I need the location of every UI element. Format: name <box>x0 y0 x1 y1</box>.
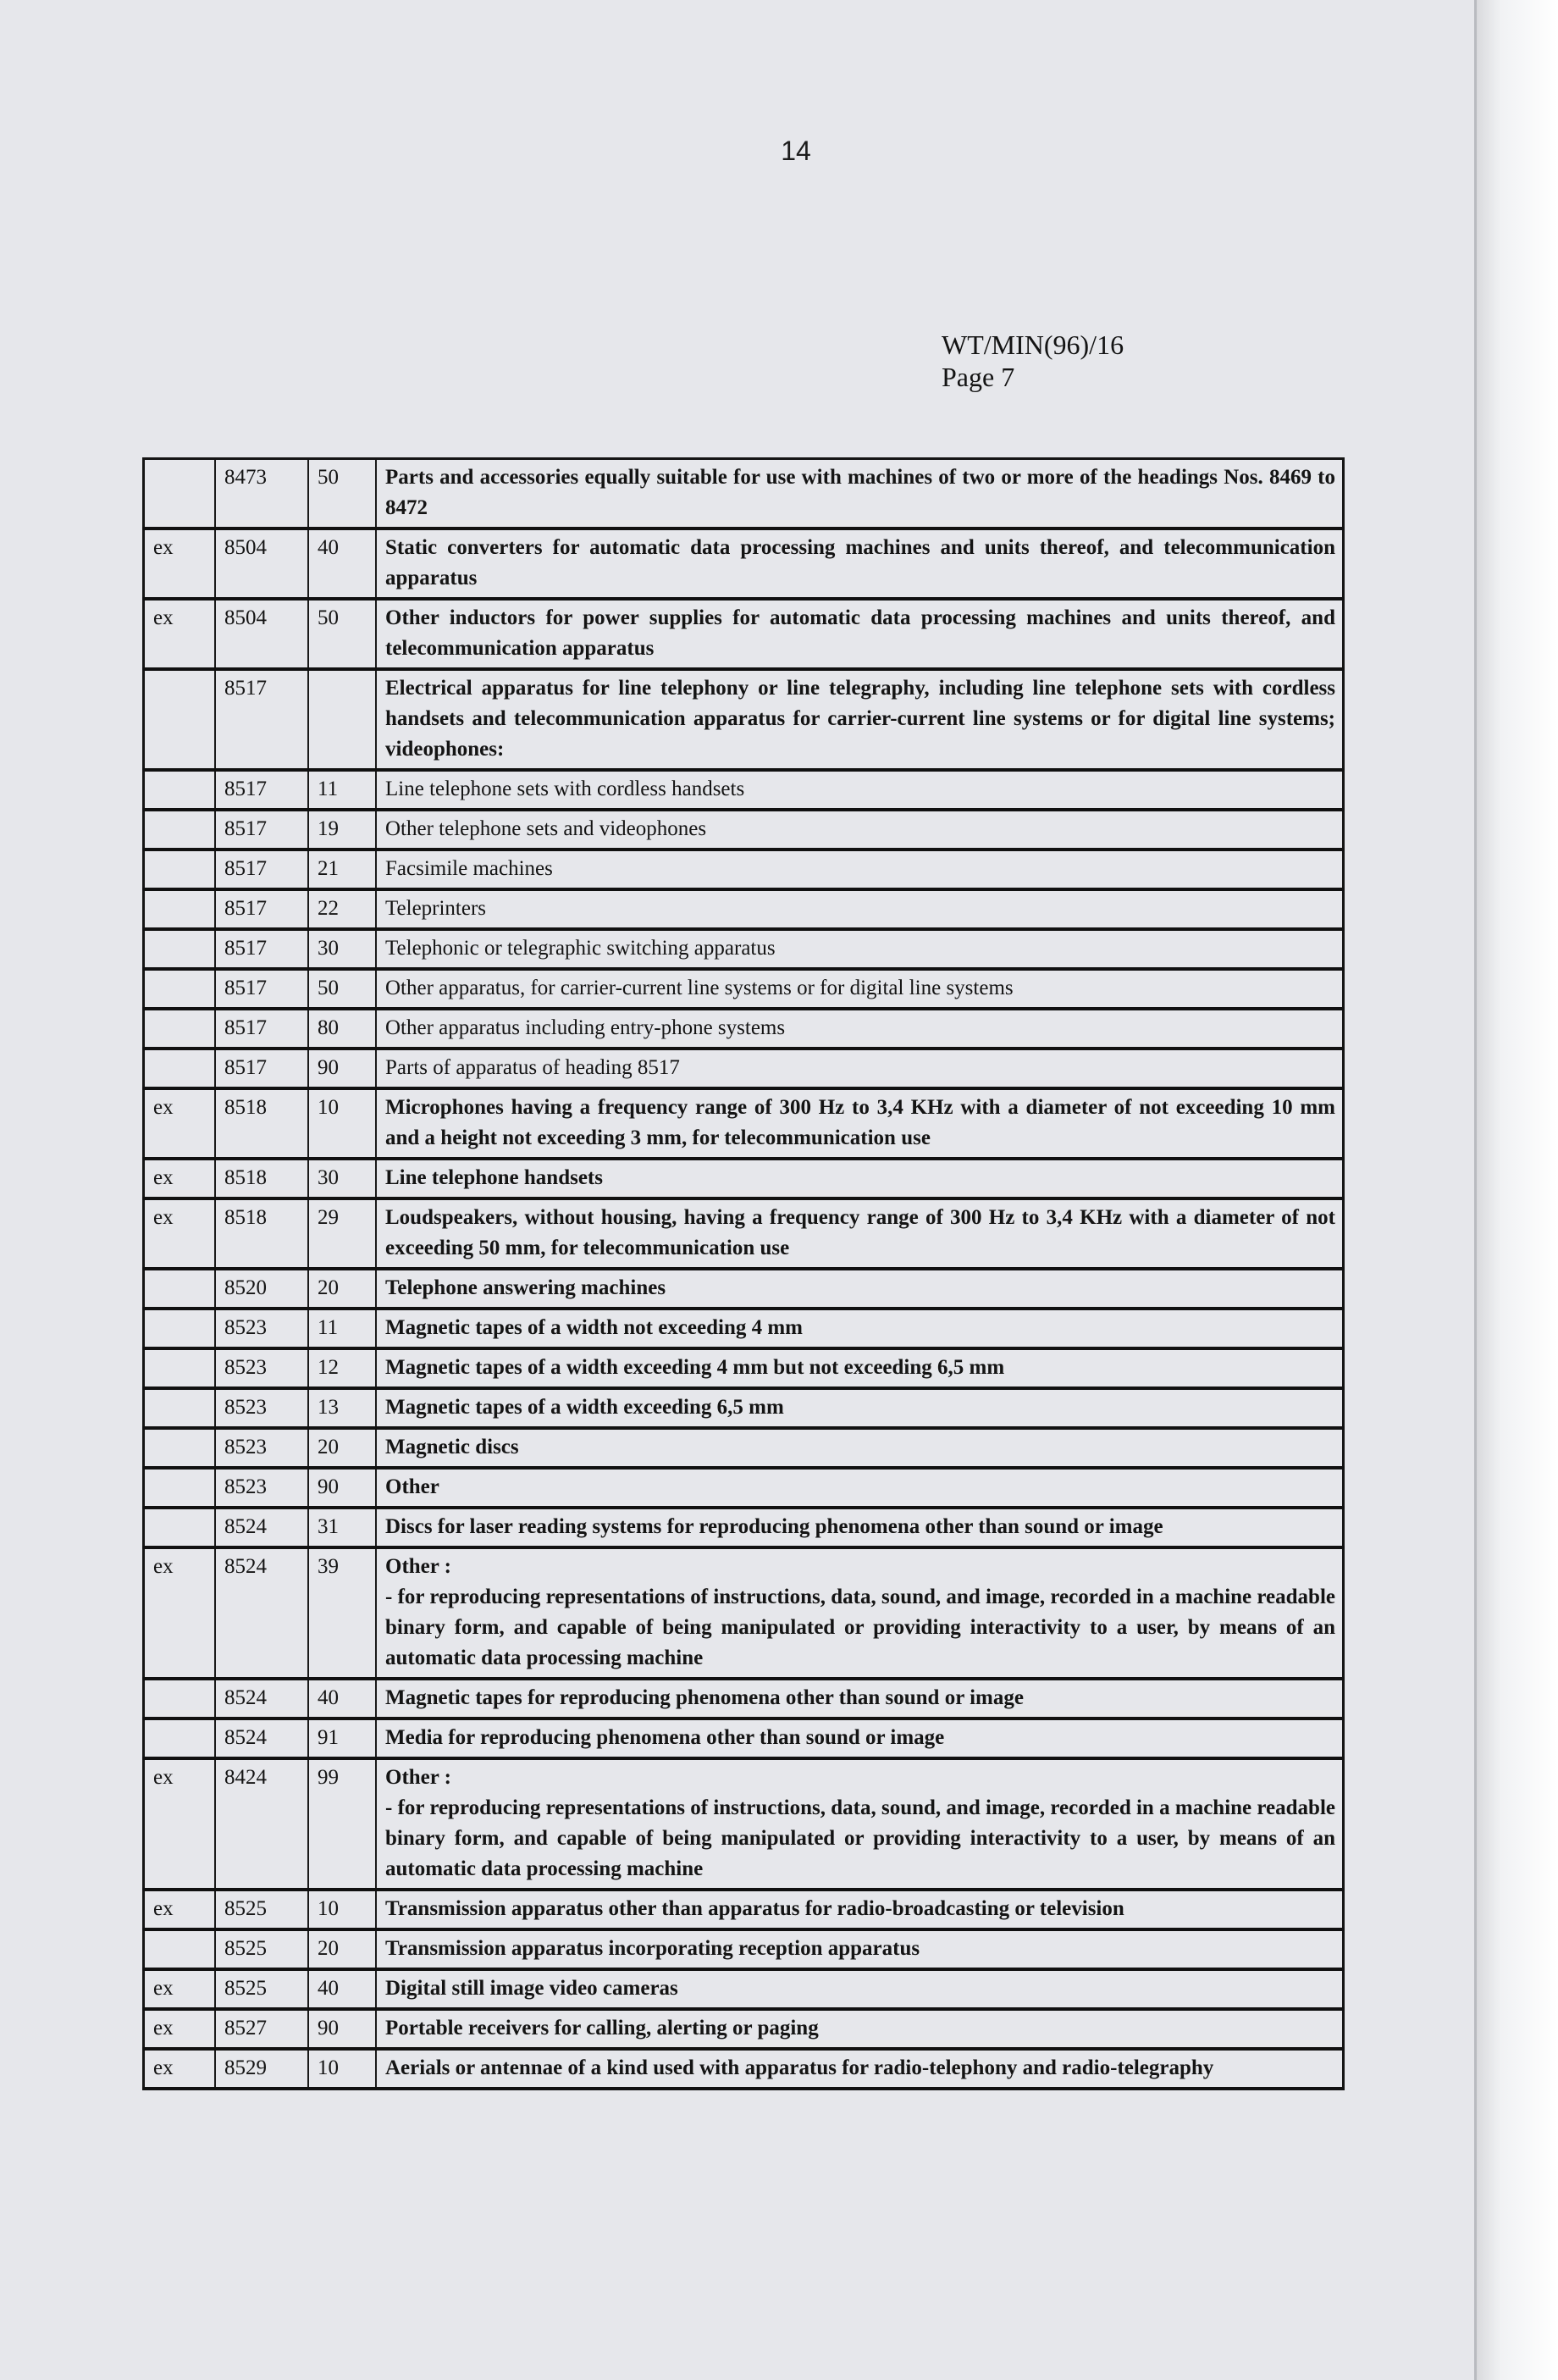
subheading-number-cell: 30 <box>308 1159 376 1198</box>
description-cell <box>376 1348 1344 1388</box>
ex-marker-cell: ex <box>144 1088 216 1159</box>
ex-marker-cell <box>144 889 216 929</box>
heading-number-cell: 8517 <box>215 810 308 850</box>
ex-marker-cell <box>144 1679 216 1719</box>
description-text: Telephonic or telegraphic switching apparatus <box>385 937 776 960</box>
description-text: Microphones having a frequency range of 300 Hz to 3,4 KHz with a diameter of not exceeding 10 mm and a height not exceeding 3 mm, for telecommunication use <box>385 1096 1335 1149</box>
table-row <box>144 1049 1344 1088</box>
subheading-number-cell: 10 <box>308 2049 376 2089</box>
heading-number-cell: 8523 <box>215 1309 308 1348</box>
table-row <box>144 1428 1344 1468</box>
table-row <box>144 1547 1344 1679</box>
subheading-number-cell: 11 <box>308 1309 376 1348</box>
heading-number-cell: 8525 <box>215 1890 308 1929</box>
description-cell <box>376 2049 1344 2089</box>
table-row <box>144 1309 1344 1348</box>
description-text: - for reproducing representations of instructions, data, sound, and image, recorded in a machine readable binary form, and capable of being manipulated or providing interactivity to a user, by means of an automatic data processing machine <box>385 1586 1335 1669</box>
ex-marker-cell <box>144 770 216 810</box>
heading-number-cell: 8504 <box>215 599 308 669</box>
heading-number-cell: 8529 <box>215 2049 308 2089</box>
heading-number-cell: 8520 <box>215 1269 308 1309</box>
document-symbol: WT/MIN(96)/16 <box>942 329 1124 360</box>
description-text: Digital still image video cameras <box>385 1977 678 2000</box>
table-row <box>144 1890 1344 1929</box>
subheading-number-cell <box>308 669 376 770</box>
description-text: Magnetic discs <box>385 1436 519 1458</box>
description-text: Parts of apparatus of heading 8517 <box>385 1056 680 1079</box>
description-text: Other telephone sets and videophones <box>385 817 707 840</box>
description-text: Other <box>385 1475 439 1498</box>
ex-marker-cell <box>144 1049 216 1088</box>
description-text: Magnetic tapes for reproducing phenomena other than sound or image <box>385 1686 1024 1709</box>
description-cell <box>376 1758 1344 1890</box>
description-cell <box>376 1428 1344 1468</box>
description-cell <box>376 529 1344 599</box>
ex-marker-cell <box>144 459 216 529</box>
subheading-number-cell: 90 <box>308 1468 376 1508</box>
subheading-number-cell: 20 <box>308 1269 376 1309</box>
subheading-number-cell: 40 <box>308 529 376 599</box>
description-cell <box>376 1049 1344 1088</box>
subheading-number-cell: 40 <box>308 1679 376 1719</box>
description-cell <box>376 969 1344 1009</box>
heading-number-cell: 8517 <box>215 1049 308 1088</box>
heading-number-cell: 8518 <box>215 1088 308 1159</box>
ex-marker-cell: ex <box>144 1547 216 1679</box>
description-text: Transmission apparatus other than apparatus for radio-broadcasting or television <box>385 1897 1124 1920</box>
table-row <box>144 810 1344 850</box>
description-text: Portable receivers for calling, alerting or paging <box>385 2017 819 2040</box>
description-text: Other inductors for power supplies for automatic data processing machines and units thereof, and telecommunication apparatus <box>385 606 1335 660</box>
subheading-number-cell: 20 <box>308 1929 376 1969</box>
description-cell <box>376 669 1344 770</box>
heading-number-cell: 8524 <box>215 1508 308 1547</box>
description-text: Other : <box>385 1766 451 1789</box>
description-cell <box>376 1719 1344 1758</box>
table-row <box>144 1508 1344 1547</box>
description-text: Telephone answering machines <box>385 1276 666 1299</box>
description-text: Other apparatus, for carrier-current line systems or for digital line systems <box>385 977 1014 999</box>
heading-number-cell: 8523 <box>215 1348 308 1388</box>
subheading-number-cell: 20 <box>308 1428 376 1468</box>
description-cell <box>376 1929 1344 1969</box>
description-cell <box>376 1969 1344 2009</box>
heading-number-cell: 8517 <box>215 889 308 929</box>
description-text: Discs for laser reading systems for reproducing phenomena other than sound or image <box>385 1515 1163 1538</box>
subheading-number-cell: 21 <box>308 850 376 889</box>
ex-marker-cell <box>144 1468 216 1508</box>
ex-marker-cell: ex <box>144 1758 216 1890</box>
table-row <box>144 1088 1344 1159</box>
description-cell <box>376 459 1344 529</box>
table-row <box>144 969 1344 1009</box>
heading-number-cell: 8504 <box>215 529 308 599</box>
table-row <box>144 1198 1344 1269</box>
table-row <box>144 1719 1344 1758</box>
heading-number-cell: 8517 <box>215 850 308 889</box>
description-cell <box>376 810 1344 850</box>
table-row <box>144 850 1344 889</box>
description-text: Teleprinters <box>385 897 487 920</box>
subheading-number-cell: 39 <box>308 1547 376 1679</box>
subheading-number-cell: 99 <box>308 1758 376 1890</box>
table-row <box>144 770 1344 810</box>
ex-marker-cell <box>144 1428 216 1468</box>
heading-number-cell: 8523 <box>215 1428 308 1468</box>
description-text: Magnetic tapes of a width not exceeding 4 mm <box>385 1316 803 1339</box>
ex-marker-cell: ex <box>144 1890 216 1929</box>
description-cell <box>376 770 1344 810</box>
ex-marker-cell <box>144 929 216 969</box>
heading-number-cell: 8524 <box>215 1679 308 1719</box>
subheading-number-cell: 31 <box>308 1508 376 1547</box>
subheading-number-cell: 19 <box>308 810 376 850</box>
page-edge <box>1477 0 1558 2380</box>
description-cell <box>376 1388 1344 1428</box>
description-text: Other : <box>385 1555 451 1578</box>
description-cell <box>376 1159 1344 1198</box>
ex-marker-cell <box>144 1508 216 1547</box>
ex-marker-cell <box>144 850 216 889</box>
page-number: 14 <box>781 136 811 166</box>
table-row <box>144 2049 1344 2089</box>
table-row <box>144 599 1344 669</box>
subheading-number-cell: 13 <box>308 1388 376 1428</box>
ex-marker-cell <box>144 1388 216 1428</box>
document-reference-block <box>942 329 1124 393</box>
description-text: Line telephone sets with cordless handsets <box>385 778 745 800</box>
table-row <box>144 1758 1344 1890</box>
subheading-number-cell: 30 <box>308 929 376 969</box>
description-text: Loudspeakers, without housing, having a frequency range of 300 Hz to 3,4 KHz with a diameter of not exceeding 50 mm, for telecommunication use <box>385 1206 1335 1259</box>
ex-marker-cell <box>144 669 216 770</box>
heading-number-cell: 8517 <box>215 969 308 1009</box>
table-row <box>144 1679 1344 1719</box>
subheading-number-cell: 22 <box>308 889 376 929</box>
description-text: Other apparatus including entry-phone systems <box>385 1016 786 1039</box>
subheading-number-cell: 90 <box>308 2009 376 2049</box>
ex-marker-cell: ex <box>144 1969 216 2009</box>
description-text: Media for reproducing phenomena other than sound or image <box>385 1726 945 1749</box>
ex-marker-cell: ex <box>144 1159 216 1198</box>
heading-number-cell: 8523 <box>215 1468 308 1508</box>
description-text: Electrical apparatus for line telephony or line telegraphy, including line telephone sets with cordless handsets and telecommunication apparatus for carrier-current line systems or for digital line systems; videophones: <box>385 677 1335 761</box>
heading-number-cell: 8524 <box>215 1547 308 1679</box>
table-row <box>144 889 1344 929</box>
description-cell <box>376 1468 1344 1508</box>
ex-marker-cell <box>144 969 216 1009</box>
description-cell <box>376 929 1344 969</box>
ex-marker-cell: ex <box>144 2049 216 2089</box>
ex-marker-cell: ex <box>144 529 216 599</box>
heading-number-cell: 8473 <box>215 459 308 529</box>
description-text: Line telephone handsets <box>385 1166 603 1189</box>
heading-number-cell: 8524 <box>215 1719 308 1758</box>
description-text: Magnetic tapes of a width exceeding 4 mm but not exceeding 6,5 mm <box>385 1356 1005 1379</box>
table-row <box>144 459 1344 529</box>
subheading-number-cell: 10 <box>308 1088 376 1159</box>
description-text: Aerials or antennae of a kind used with apparatus for radio-telephony and radio-telegraphy <box>385 2056 1214 2079</box>
ex-marker-cell: ex <box>144 2009 216 2049</box>
description-cell <box>376 889 1344 929</box>
description-cell <box>376 599 1344 669</box>
table-row <box>144 1468 1344 1508</box>
subheading-number-cell: 12 <box>308 1348 376 1388</box>
table-row <box>144 2009 1344 2049</box>
table-row <box>144 1929 1344 1969</box>
heading-number-cell: 8527 <box>215 2009 308 2049</box>
description-text: Static converters for automatic data processing machines and units thereof, and telecommunication apparatus <box>385 536 1335 589</box>
table-row <box>144 1009 1344 1049</box>
subheading-number-cell: 91 <box>308 1719 376 1758</box>
description-text: Magnetic tapes of a width exceeding 6,5 mm <box>385 1396 784 1419</box>
ex-marker-cell <box>144 1348 216 1388</box>
ex-marker-cell <box>144 1309 216 1348</box>
subheading-number-cell: 50 <box>308 969 376 1009</box>
description-cell <box>376 1009 1344 1049</box>
subheading-number-cell: 90 <box>308 1049 376 1088</box>
heading-number-cell: 8517 <box>215 929 308 969</box>
table-row <box>144 1388 1344 1428</box>
document-page-label: Page 7 <box>942 362 1015 392</box>
heading-number-cell: 8424 <box>215 1758 308 1890</box>
subheading-number-cell: 40 <box>308 1969 376 2009</box>
subheading-number-cell: 11 <box>308 770 376 810</box>
ex-marker-cell <box>144 1009 216 1049</box>
table-row <box>144 1269 1344 1309</box>
ex-marker-cell: ex <box>144 599 216 669</box>
heading-number-cell: 8517 <box>215 669 308 770</box>
ex-marker-cell <box>144 1269 216 1309</box>
heading-number-cell: 8517 <box>215 770 308 810</box>
heading-number-cell: 8525 <box>215 1929 308 1969</box>
description-text: Facsimile machines <box>385 857 553 880</box>
description-text: Transmission apparatus incorporating reception apparatus <box>385 1937 920 1960</box>
description-cell <box>376 1547 1344 1679</box>
ex-marker-cell <box>144 810 216 850</box>
tariff-table-body <box>144 459 1344 2089</box>
table-row <box>144 929 1344 969</box>
table-row <box>144 669 1344 770</box>
ex-marker-cell <box>144 1929 216 1969</box>
heading-number-cell: 8517 <box>215 1009 308 1049</box>
description-cell <box>376 850 1344 889</box>
subheading-number-cell: 10 <box>308 1890 376 1929</box>
description-cell <box>376 1890 1344 1929</box>
heading-number-cell: 8518 <box>215 1159 308 1198</box>
description-cell <box>376 1309 1344 1348</box>
heading-number-cell: 8523 <box>215 1388 308 1428</box>
description-cell <box>376 1679 1344 1719</box>
subheading-number-cell: 80 <box>308 1009 376 1049</box>
subheading-number-cell: 50 <box>308 599 376 669</box>
table-row <box>144 529 1344 599</box>
tariff-table <box>142 457 1345 2090</box>
subheading-number-cell: 50 <box>308 459 376 529</box>
table-row <box>144 1348 1344 1388</box>
heading-number-cell: 8518 <box>215 1198 308 1269</box>
description-text: Parts and accessories equally suitable for use with machines of two or more of the headings Nos. 8469 to 8472 <box>385 466 1335 519</box>
ex-marker-cell <box>144 1719 216 1758</box>
table-row <box>144 1969 1344 2009</box>
description-cell <box>376 1088 1344 1159</box>
description-text: - for reproducing representations of instructions, data, sound, and image, recorded in a machine readable binary form, and capable of being manipulated or providing interactivity to a user, by means of an automatic data processing machine <box>385 1796 1335 1880</box>
subheading-number-cell: 29 <box>308 1198 376 1269</box>
table-row <box>144 1159 1344 1198</box>
description-cell <box>376 1508 1344 1547</box>
description-cell <box>376 1198 1344 1269</box>
description-cell <box>376 2009 1344 2049</box>
heading-number-cell: 8525 <box>215 1969 308 2009</box>
description-cell <box>376 1269 1344 1309</box>
ex-marker-cell: ex <box>144 1198 216 1269</box>
